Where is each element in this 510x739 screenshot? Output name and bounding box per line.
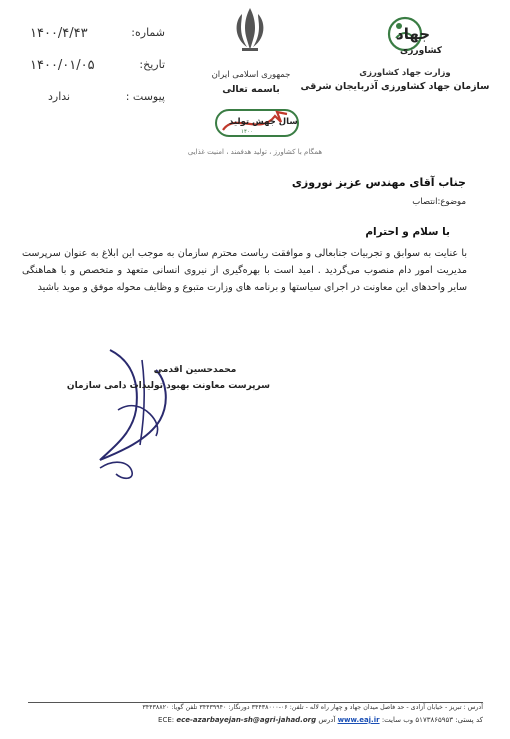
slogan-year: ۱۴۰۰	[241, 129, 253, 135]
number-row	[30, 26, 165, 41]
signer-title: سرپرست معاونت بهبود تولیدات دامی سازمان	[66, 381, 270, 391]
republic-label: جمهوری اسلامی ایران	[211, 70, 291, 80]
attachment-label: پیوست :	[125, 90, 165, 103]
number-label: شماره:	[131, 26, 165, 39]
recipient: جناب آقای مهندس عزیز نوروزی	[291, 176, 466, 189]
logo-text-bottom: کشاورزی	[400, 46, 442, 56]
organization-label: سازمان جهاد کشاورزی آذربایجان شرقی	[300, 81, 490, 92]
signer-name: محمدحسین اقدمی	[153, 365, 237, 375]
footer-contact	[28, 716, 483, 724]
ece-address[interactable]: ece-azarbayejan-sh@agri-jahad.org	[176, 716, 317, 724]
bismillah-label: باسمه تعالی	[222, 84, 280, 95]
greeting: با سلام و احترام	[365, 226, 450, 238]
slogan-logo	[215, 106, 299, 142]
logo-text-top: جهاد	[396, 25, 431, 43]
handwritten-signature	[70, 340, 230, 490]
ministry-label: وزارت جهاد کشاورزی	[359, 68, 451, 78]
date-row	[30, 58, 165, 73]
website-link[interactable]: www.eaj.ir	[337, 716, 380, 724]
slogan-text: سال جهش تولید	[229, 117, 298, 127]
date-value: ۱۴۰۰/۰۱/۰۵	[30, 58, 95, 73]
attachment-row	[30, 90, 165, 103]
attachment-value: ندارد	[48, 90, 71, 103]
subject: موضوع:انتصاب	[412, 197, 466, 207]
ece-label: آدرس ECE:	[158, 716, 336, 724]
motto-text: همگام با کشاورز ، تولید هدفمند ، امنیت غذایی	[187, 148, 323, 156]
iran-emblem-icon	[230, 4, 270, 54]
date-label: تاریخ:	[139, 58, 165, 71]
postal-code: کد پستی: ۵۱۷۳۸۶۵۹۵۳ وب سایت:	[381, 716, 483, 724]
letter-body: با عنایت به سوابق و تجربیات جنابعالی و موافقت ریاست محترم سازمان به موجب این ابلاغ به عنوان سرپرست مدیریت امور دام منصوب می‌گردید . امید است با بهره‌گیری از نیروی انسانی متعهد و متخصص و با هماهنگی سایر واحدهای این معاونت در اجرای سیاستها و برنامه های وزارت متبوع و وظایف محوله موفق و موید باشید	[22, 248, 467, 293]
jahad-keshavarzi-logo	[372, 8, 446, 70]
footer-divider	[28, 702, 483, 703]
footer-address: آدرس : تبریز - خیابان آزادی - حد فاصل میدان جهاد و چهار راه لاله - تلفن: ۰۶-۳۴۴۳۸۰۰۰ دورنگار: ۳۴۴۳۹۹۴۰ تلفن گویا: ۳۴۴۳۸۸۲۰	[142, 704, 483, 711]
number-value: ۱۴۰۰/۴/۴۳	[30, 26, 88, 41]
